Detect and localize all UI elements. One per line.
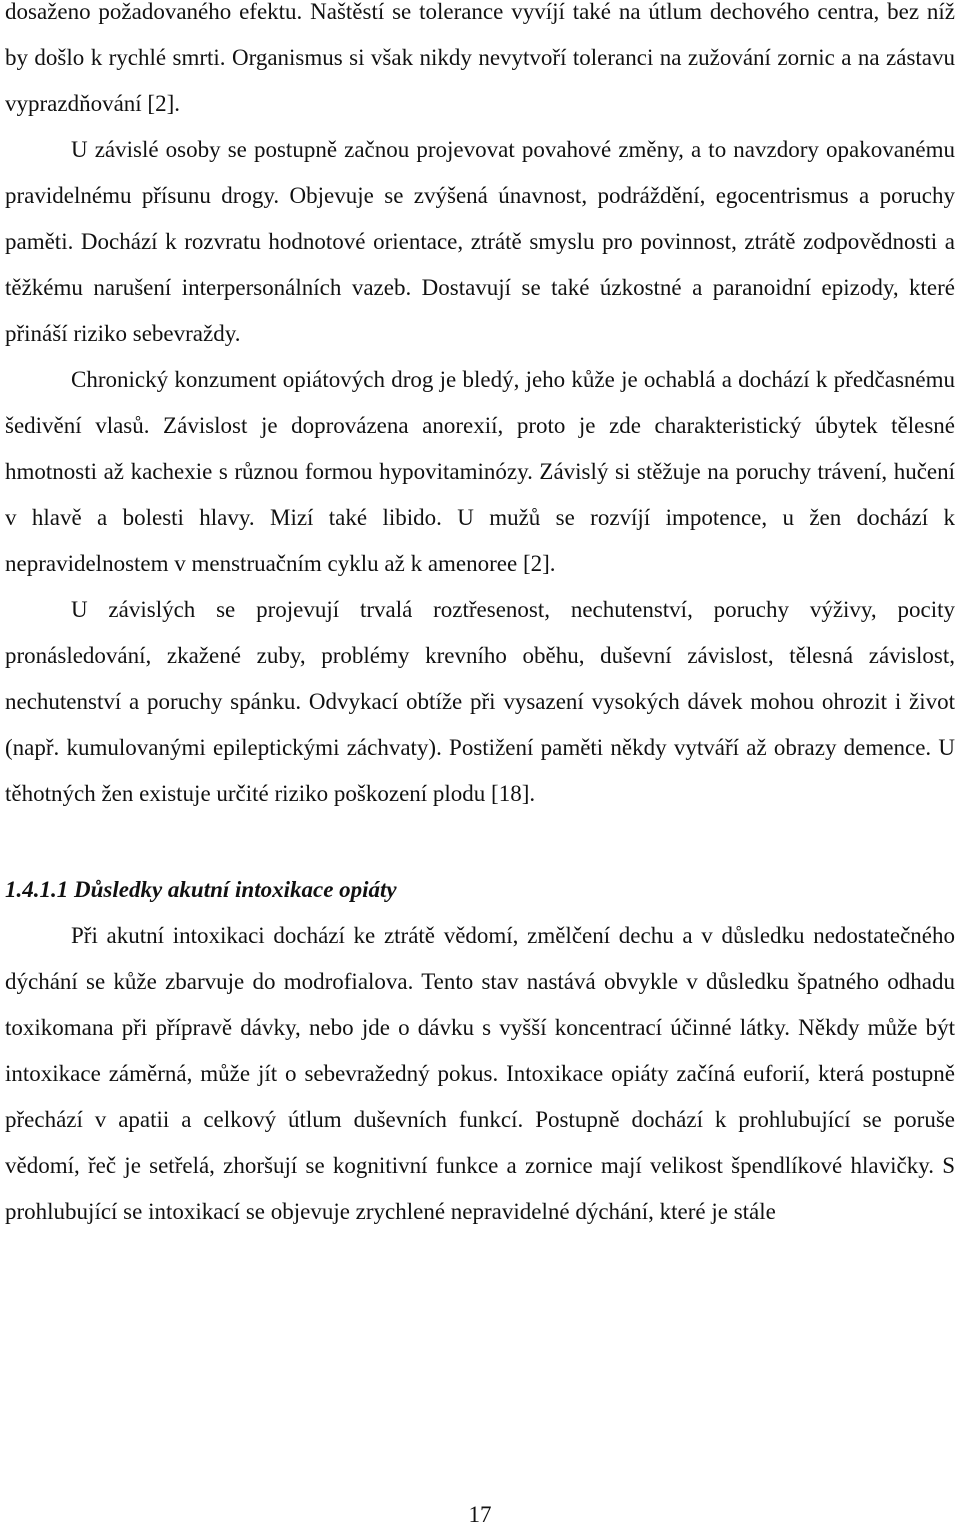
section-heading	[5, 867, 955, 913]
paragraph-dependent-symptoms: U závislých se projevují trvalá roztřesenost, nechutenství, poruchy výživy, pocity pronásledování, zkažené zuby, problémy krevního oběhu, duševní závislost, tělesná závislost, nechutenství a poruchy spánku. Odvykací obtíže při vysazení vysokých dávek mohou ohrozit i život (např. kumulovanými epileptickými záchvaty). Postižení paměti někdy vytváří až obrazy demence. U těhotných žen existuje určité riziko poškození plodu [18].	[5, 597, 955, 806]
section-title: Důsledky akutní intoxikace opiáty	[74, 877, 397, 902]
paragraph-continuation: dosaženo požadovaného efektu. Naštěstí se tolerance vyvíjí také na útlum dechového centra, bez níž by došlo k rychlé smrti. Organismus si však nikdy nevytvoří toleranci na zužování zornic a na zástavu vyprazdňování [2].	[5, 0, 955, 116]
paragraph-chronic-consumer: Chronický konzument opiátových drog je bledý, jeho kůže je ochablá a dochází k předčasnému šedivění vlasů. Závislost je doprovázena anorexií, proto je zde charakteristický úbytek tělesné hmotnosti až kachexie s různou formou hypovitaminózy. Závislý si stěžuje na poruchy trávení, hučení v hlavě a bolesti hlavy. Mizí také libido. U mužů se rozvíjí impotence, u žen dochází k nepravidelnostem v menstruačním cyklu až k amenoree [2].	[5, 367, 955, 576]
section-number: 1.4.1.1	[5, 877, 69, 902]
paragraph-personality-changes: U závislé osoby se postupně začnou projevovat povahové změny, a to navzdory opakovanému pravidelnému přísunu drogy. Objevuje se zvýšená únavnost, podráždění, egocentrismus a poruchy paměti. Dochází k rozvratu hodnotové orientace, ztrátě smyslu pro povinnost, ztrátě zodpovědnosti a těžkému narušení interpersonálních vazeb. Dostavují se také úzkostné a paranoidní epizody, které přináší riziko sebevraždy.	[5, 137, 955, 346]
page-number: 17	[468, 1502, 492, 1527]
document-page	[5, 0, 955, 1235]
paragraph-acute-intoxication: Při akutní intoxikaci dochází ke ztrátě vědomí, změlčení dechu a v důsledku nedostatečného dýchání se kůže zbarvuje do modrofialova. Tento stav nastává obvykle v důsledku špatného odhadu toxikomana při přípravě dávky, nebo jde o dávku s vyšší koncentrací účinné látky. Někdy může být intoxikace záměrná, může jít o sebevražedný pokus. Intoxikace opiáty začíná euforií, která postupně přechází v apatii a celkový útlum duševních funkcí. Postupně dochází k prohlubující se poruše vědomí, řeč je setřelá, zhoršují se kognitivní funkce a zornice mají velikost špendlíkové hlavičky. S prohlubující se intoxikací se objevuje zrychlené nepravidelné dýchání, které je stále	[5, 923, 955, 1224]
